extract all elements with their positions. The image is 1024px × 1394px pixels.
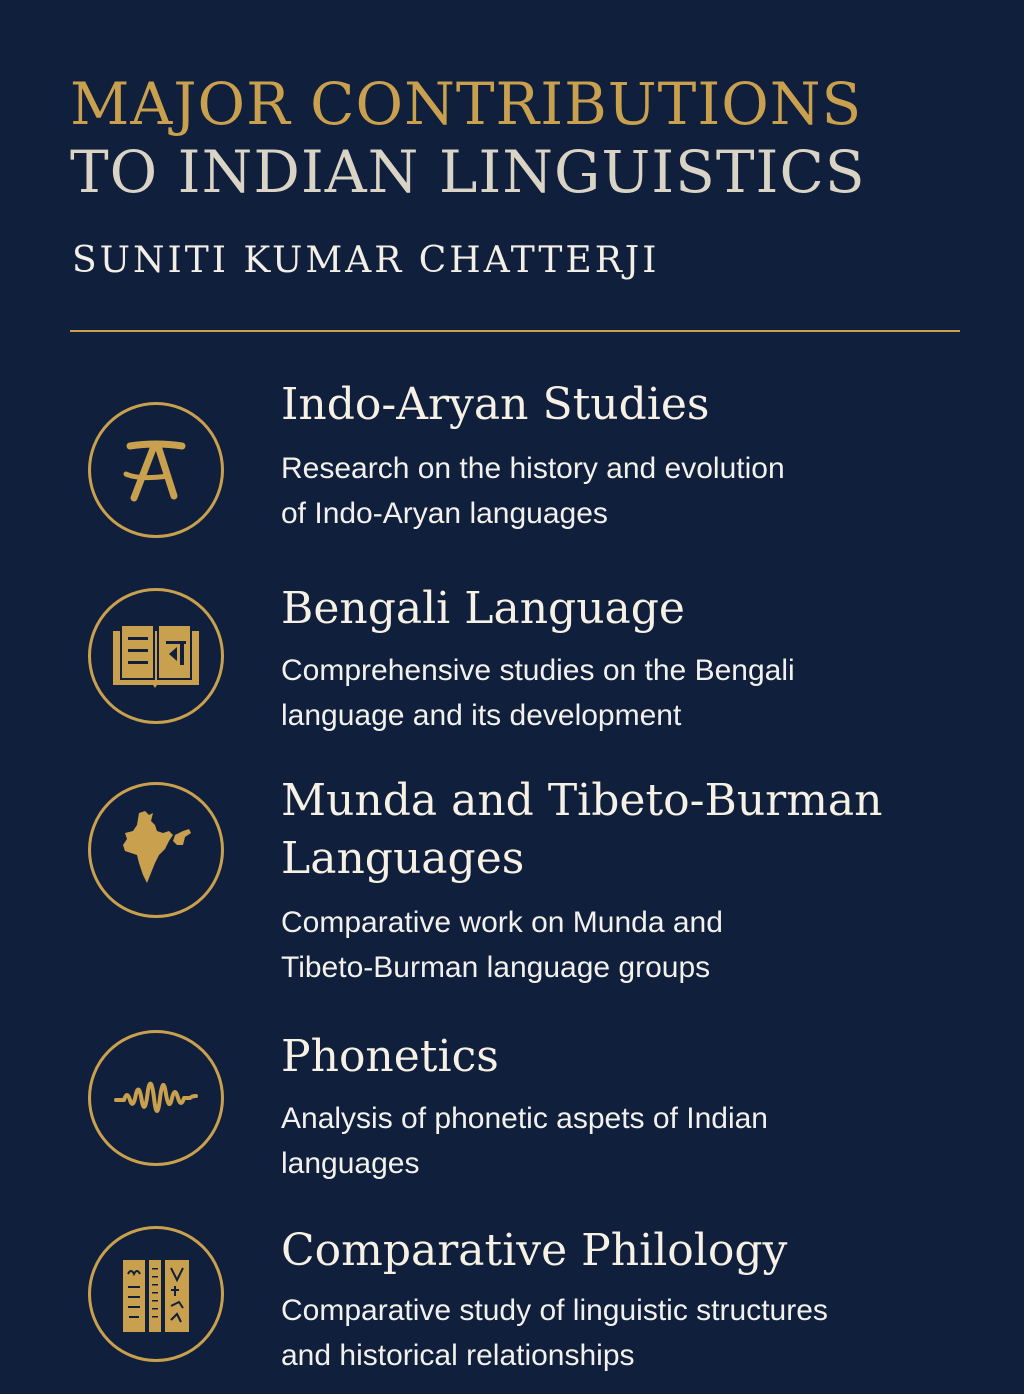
description-line: Research on the history and evolution	[281, 452, 785, 485]
page-title	[70, 70, 866, 206]
description-line: language and its development	[281, 699, 682, 732]
author-name: SUNITI KUMAR CHATTERJI	[72, 240, 660, 281]
item-title: Phonetics	[281, 1031, 499, 1082]
sound-wave-icon	[88, 1030, 224, 1166]
title-line: Munda and Tibeto-Burman	[281, 775, 883, 826]
open-book-icon	[88, 588, 224, 724]
description-line: languages	[281, 1147, 420, 1180]
item-title: Comparative Philology	[281, 1225, 788, 1276]
india-map-icon	[88, 782, 224, 918]
item-description	[281, 900, 961, 990]
description-line: Comprehensive studies on the Bengali	[281, 654, 795, 687]
item-description	[281, 648, 961, 738]
script-letter-a-icon	[88, 402, 224, 538]
gold-divider	[70, 330, 960, 332]
manuscript-tablets-icon	[88, 1226, 224, 1362]
item-title: Bengali Language	[281, 583, 685, 634]
title-line-1: MAJOR CONTRIBUTIONS	[70, 70, 863, 138]
description-line: Analysis of phonetic aspets of Indian	[281, 1102, 768, 1135]
item-description	[281, 1096, 961, 1186]
item-description	[281, 1288, 961, 1378]
item-description	[281, 446, 961, 536]
description-line: of Indo-Aryan languages	[281, 497, 608, 530]
item-title	[281, 772, 981, 888]
description-line: Comparative work on Munda and	[281, 906, 723, 939]
item-title: Indo-Aryan Studies	[281, 379, 710, 430]
description-line: Tibeto-Burman language groups	[281, 951, 711, 984]
title-line: Languages	[281, 833, 525, 884]
description-line: and historical relationships	[281, 1339, 635, 1372]
title-line-2: TO INDIAN LINGUISTICS	[70, 138, 866, 206]
description-line: Comparative study of linguistic structures	[281, 1294, 828, 1327]
